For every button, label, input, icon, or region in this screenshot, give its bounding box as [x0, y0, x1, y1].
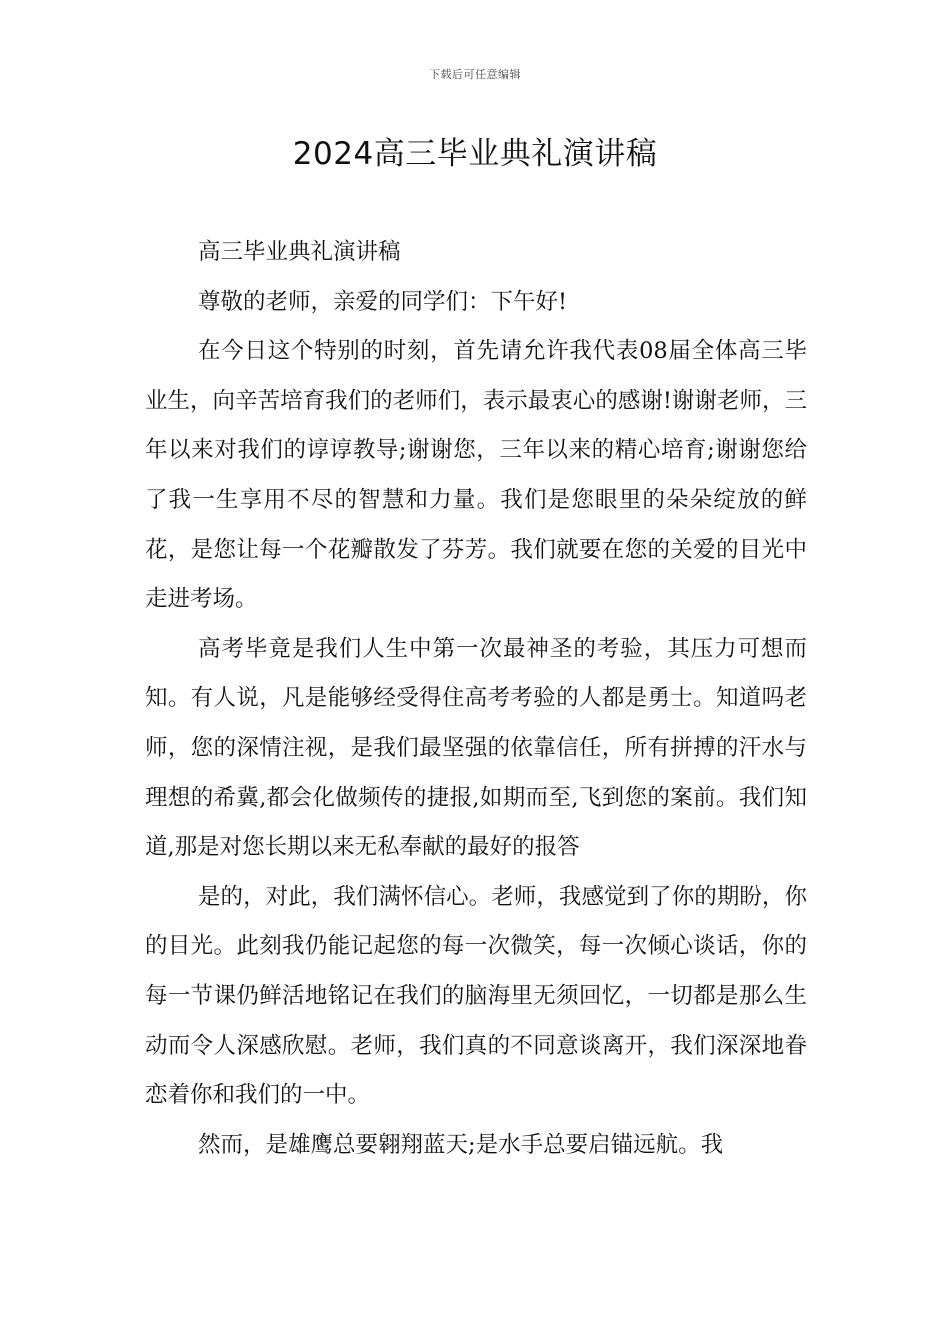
paragraph-3: 是的，对此，我们满怀信心。老师，我感觉到了你的期盼，你的目光。此刻我仍能记起您的每一次微笑，每一次倾心谈话，你的每一节课仍鲜活地铭记在我们的脑海里无须回忆，一切都是那么生动而令人深感欣慰。老师，我们真的不同意谈离开，我们深深地眷恋着你和我们的一中。: [145, 883, 807, 1109]
paragraph-4: 然而，是雄鹰总要翱翔蓝天;是水手总要启锚远航。我: [198, 1131, 724, 1158]
paragraph-2: 高考毕竟是我们人生中第一次最神圣的考验，其压力可想而知。有人说，凡是能够经受得住高考考验的人都是勇士。知道吗老师，您的深情注视，是我们最坚强的依靠信任，所有拼搏的汗水与理想的希冀,都会化做频传的捷报,如期而至,飞到您的案前。我们知道,那是对您长期以来无私奉献的最好的报答: [145, 635, 807, 861]
page-header-note: 下载后可任意编辑: [429, 68, 521, 81]
document-body: [145, 228, 807, 1170]
paragraph-1: 在今日这个特别的时刻，首先请允许我代表08届全体高三毕业生，向辛苦培育我们的老师们，表示最衷心的感谢!谢谢老师，三年以来对我们的谆谆教导;谢谢您，三年以来的精心培育;谢谢您给了我一生享用不尽的智慧和力量。我们是您眼里的朵朵绽放的鲜花，是您让每一个花瓣散发了芬芳。我们就要在您的关爱的目光中走进考场。: [145, 338, 807, 613]
paragraph-salutation: 尊敬的老师，亲爱的同学们：下午好!: [198, 288, 568, 315]
document-title: 2024高三毕业典礼演讲稿: [292, 136, 658, 172]
paragraph-subtitle: 高三毕业典礼演讲稿: [198, 239, 401, 265]
